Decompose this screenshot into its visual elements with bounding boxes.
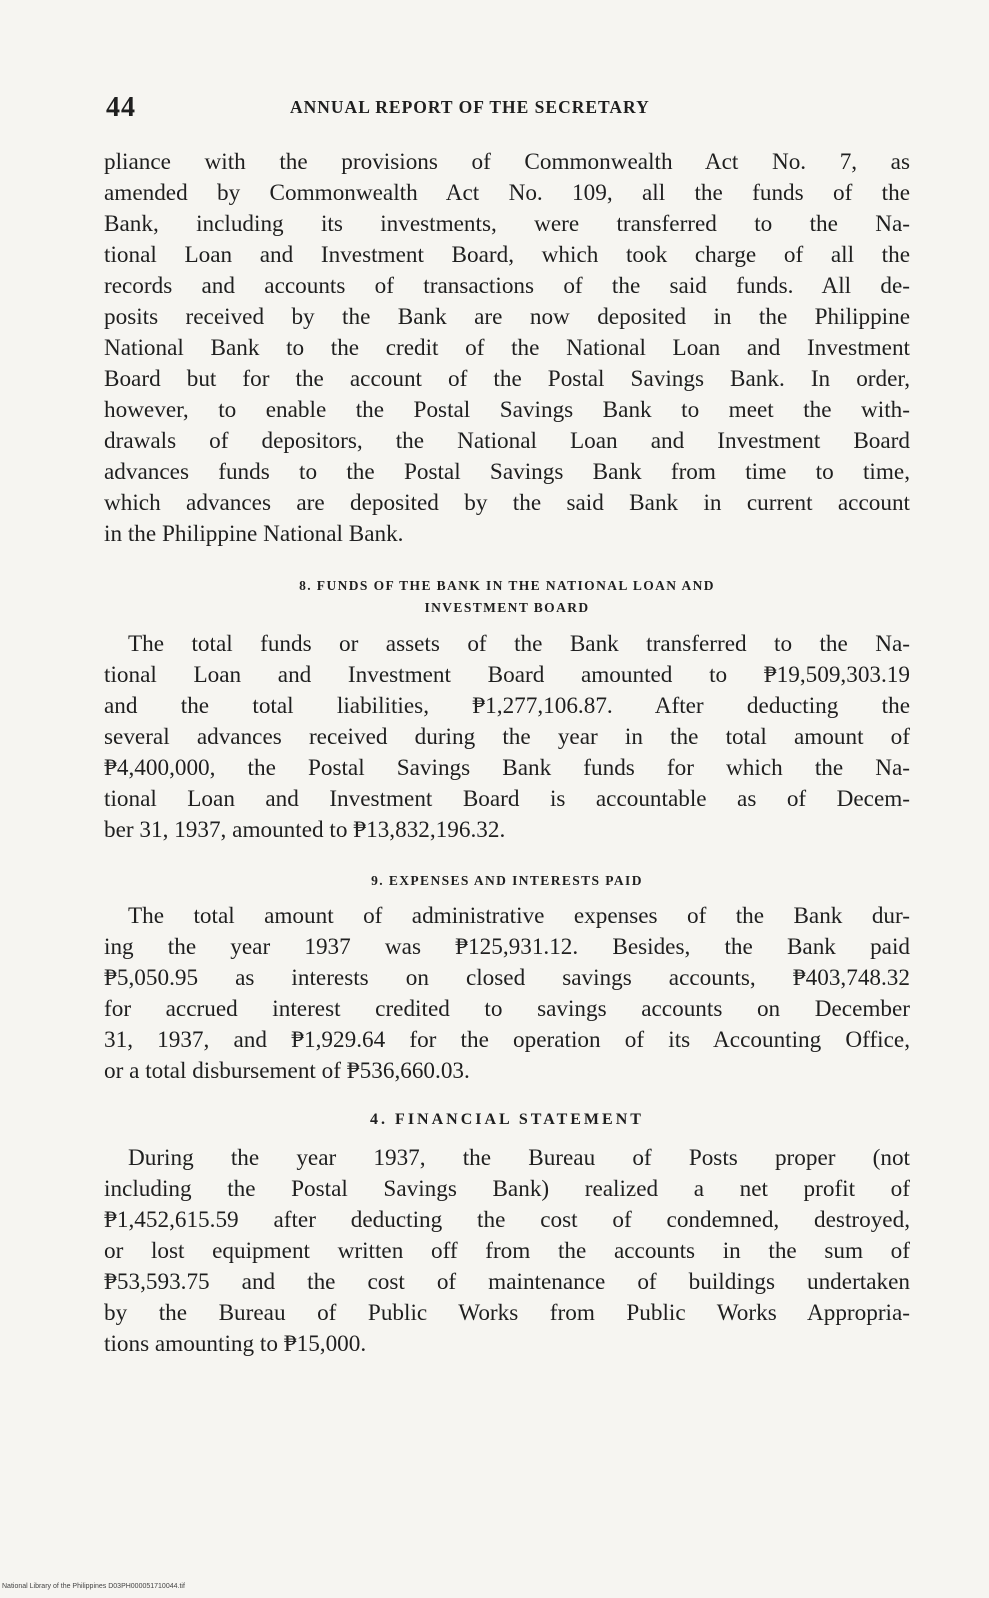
text-line: including the Postal Savings Bank) realized a net profit of [104, 1176, 910, 1202]
running-head: ANNUAL REPORT OF THE SECRETARY [290, 97, 650, 117]
text-line: tions amounting to ₱15,000. [104, 1331, 367, 1357]
text-line: in the Philippine National Bank. [104, 521, 404, 547]
text-line: National Bank to the credit of the National Loan and Investment [104, 335, 910, 361]
section-heading: 8. FUNDS OF THE BANK IN THE NATIONAL LOAN AND [299, 578, 715, 593]
text-line: Bank, including its investments, were transferred to the Na- [104, 211, 910, 237]
text-line: several advances received during the year in the total amount of [104, 724, 910, 750]
source-footer-note: National Library of the Philippines D03PH000051710044.tif [2, 1583, 185, 1590]
text-line: Board but for the account of the Postal Savings Bank. In order, [104, 366, 910, 392]
text-line: pliance with the provisions of Commonwealth Act No. 7, as [104, 149, 910, 175]
text-line: for accrued interest credited to savings accounts on December [104, 996, 910, 1022]
text-line: amended by Commonwealth Act No. 109, all the funds of the [104, 180, 910, 206]
text-line: ₱5,050.95 as interests on closed savings accounts, ₱403,748.32 [104, 965, 910, 991]
text-line: During the year 1937, the Bureau of Posts proper (not [128, 1145, 910, 1171]
text-line: and the total liabilities, ₱1,277,106.87. After deducting the [104, 693, 910, 719]
text-line: 31, 1937, and ₱1,929.64 for the operation of its Accounting Office, [104, 1027, 910, 1053]
text-line: by the Bureau of Public Works from Public Works Appropria- [104, 1300, 910, 1326]
text-line: records and accounts of transactions of the said funds. All de- [104, 273, 910, 299]
text-line: which advances are deposited by the said Bank in current account [104, 490, 910, 516]
text-line: ₱1,452,615.59 after deducting the cost of condemned, destroyed, [104, 1207, 910, 1233]
text-line: posits received by the Bank are now deposited in the Philippine [104, 304, 910, 330]
page-number: 44 [106, 92, 136, 123]
text-line: The total funds or assets of the Bank transferred to the Na- [128, 631, 910, 657]
text-line: ₱53,593.75 and the cost of maintenance of buildings undertaken [104, 1269, 910, 1295]
text-line: drawals of depositors, the National Loan and Investment Board [104, 428, 910, 454]
text-line: ing the year 1937 was ₱125,931.12. Besides, the Bank paid [104, 934, 910, 960]
text-line: ₱4,400,000, the Postal Savings Bank funds for which the Na- [104, 755, 910, 781]
text-line: The total amount of administrative expenses of the Bank dur- [128, 903, 910, 929]
text-line: advances funds to the Postal Savings Bank from time to time, [104, 459, 910, 485]
section-heading: 9. EXPENSES AND INTERESTS PAID [371, 873, 643, 888]
text-line: however, to enable the Postal Savings Bank to meet the with- [104, 397, 910, 423]
text-line: or a total disbursement of ₱536,660.03. [104, 1058, 470, 1084]
text-line: tional Loan and Investment Board amounted to ₱19,509,303.19 [104, 662, 910, 688]
section-heading: 4. FINANCIAL STATEMENT [370, 1111, 644, 1128]
section-heading: INVESTMENT BOARD [424, 600, 590, 615]
text-line: or lost equipment written off from the accounts in the sum of [104, 1238, 910, 1264]
text-line: tional Loan and Investment Board is accountable as of Decem- [104, 786, 910, 812]
text-line: ber 31, 1937, amounted to ₱13,832,196.32. [104, 817, 506, 843]
text-line: tional Loan and Investment Board, which took charge of all the [104, 242, 910, 268]
